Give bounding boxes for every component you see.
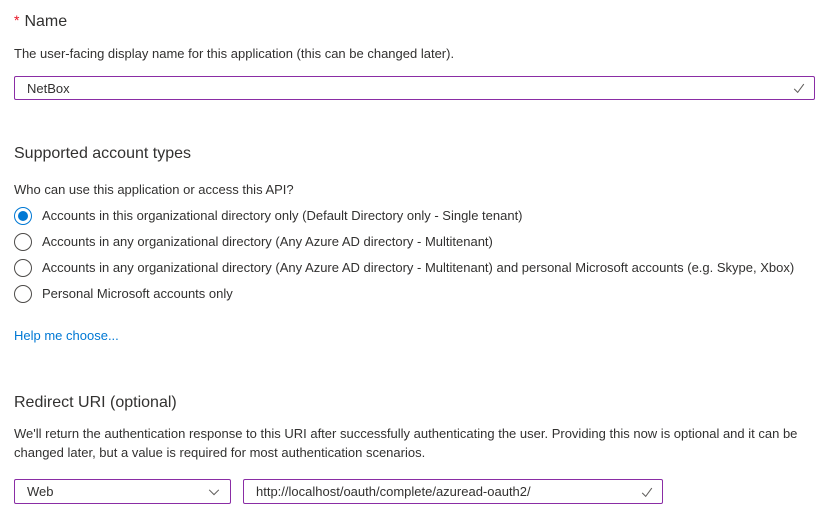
name-input[interactable] [14,76,815,100]
account-types-radio-group [14,207,815,303]
required-asterisk: * [14,12,20,28]
redirect-uri-description: We'll return the authentication response to this URI after successfully authenticating the user. Providing this now is optional and it can be changed later, but a value is required for most authentication scenarios. [14,426,798,460]
radio-option-label: Personal Microsoft accounts only [42,286,233,301]
radio-button-icon[interactable] [14,285,32,303]
platform-select-value: Web [27,484,54,499]
radio-option-label: Accounts in this organizational directory only (Default Directory only - Single tenant) [42,208,523,223]
redirect-uri-input-wrap [243,479,663,504]
name-label: Name [24,13,68,30]
radio-option-single-tenant[interactable] [14,207,815,225]
name-description: The user-facing display name for this application (this can be changed later). [14,46,455,61]
redirect-uri-heading: Redirect URI (optional) [14,394,177,411]
platform-select[interactable] [14,479,231,504]
radio-option-personal-only[interactable] [14,285,815,303]
redirect-uri-input[interactable] [243,479,663,504]
radio-option-multitenant-personal[interactable] [14,259,815,277]
radio-option-label: Accounts in any organizational directory (Any Azure AD directory - Multitenant) and personal Microsoft accounts (e.g. Skype, Xbox) [42,260,795,275]
radio-option-label: Accounts in any organizational directory (Any Azure AD directory - Multitenant) [42,234,493,249]
chevron-down-icon [207,485,221,499]
radio-button-icon[interactable] [14,233,32,251]
name-section-heading [14,10,815,32]
radio-button-icon[interactable] [14,259,32,277]
help-me-choose-link[interactable]: Help me choose... [14,328,119,343]
redirect-uri-controls [14,479,815,504]
name-input-wrap [14,76,815,100]
radio-button-icon[interactable] [14,207,32,225]
account-types-question: Who can use this application or access this API? [14,182,294,197]
account-types-heading: Supported account types [14,145,192,162]
radio-option-multitenant[interactable] [14,233,815,251]
